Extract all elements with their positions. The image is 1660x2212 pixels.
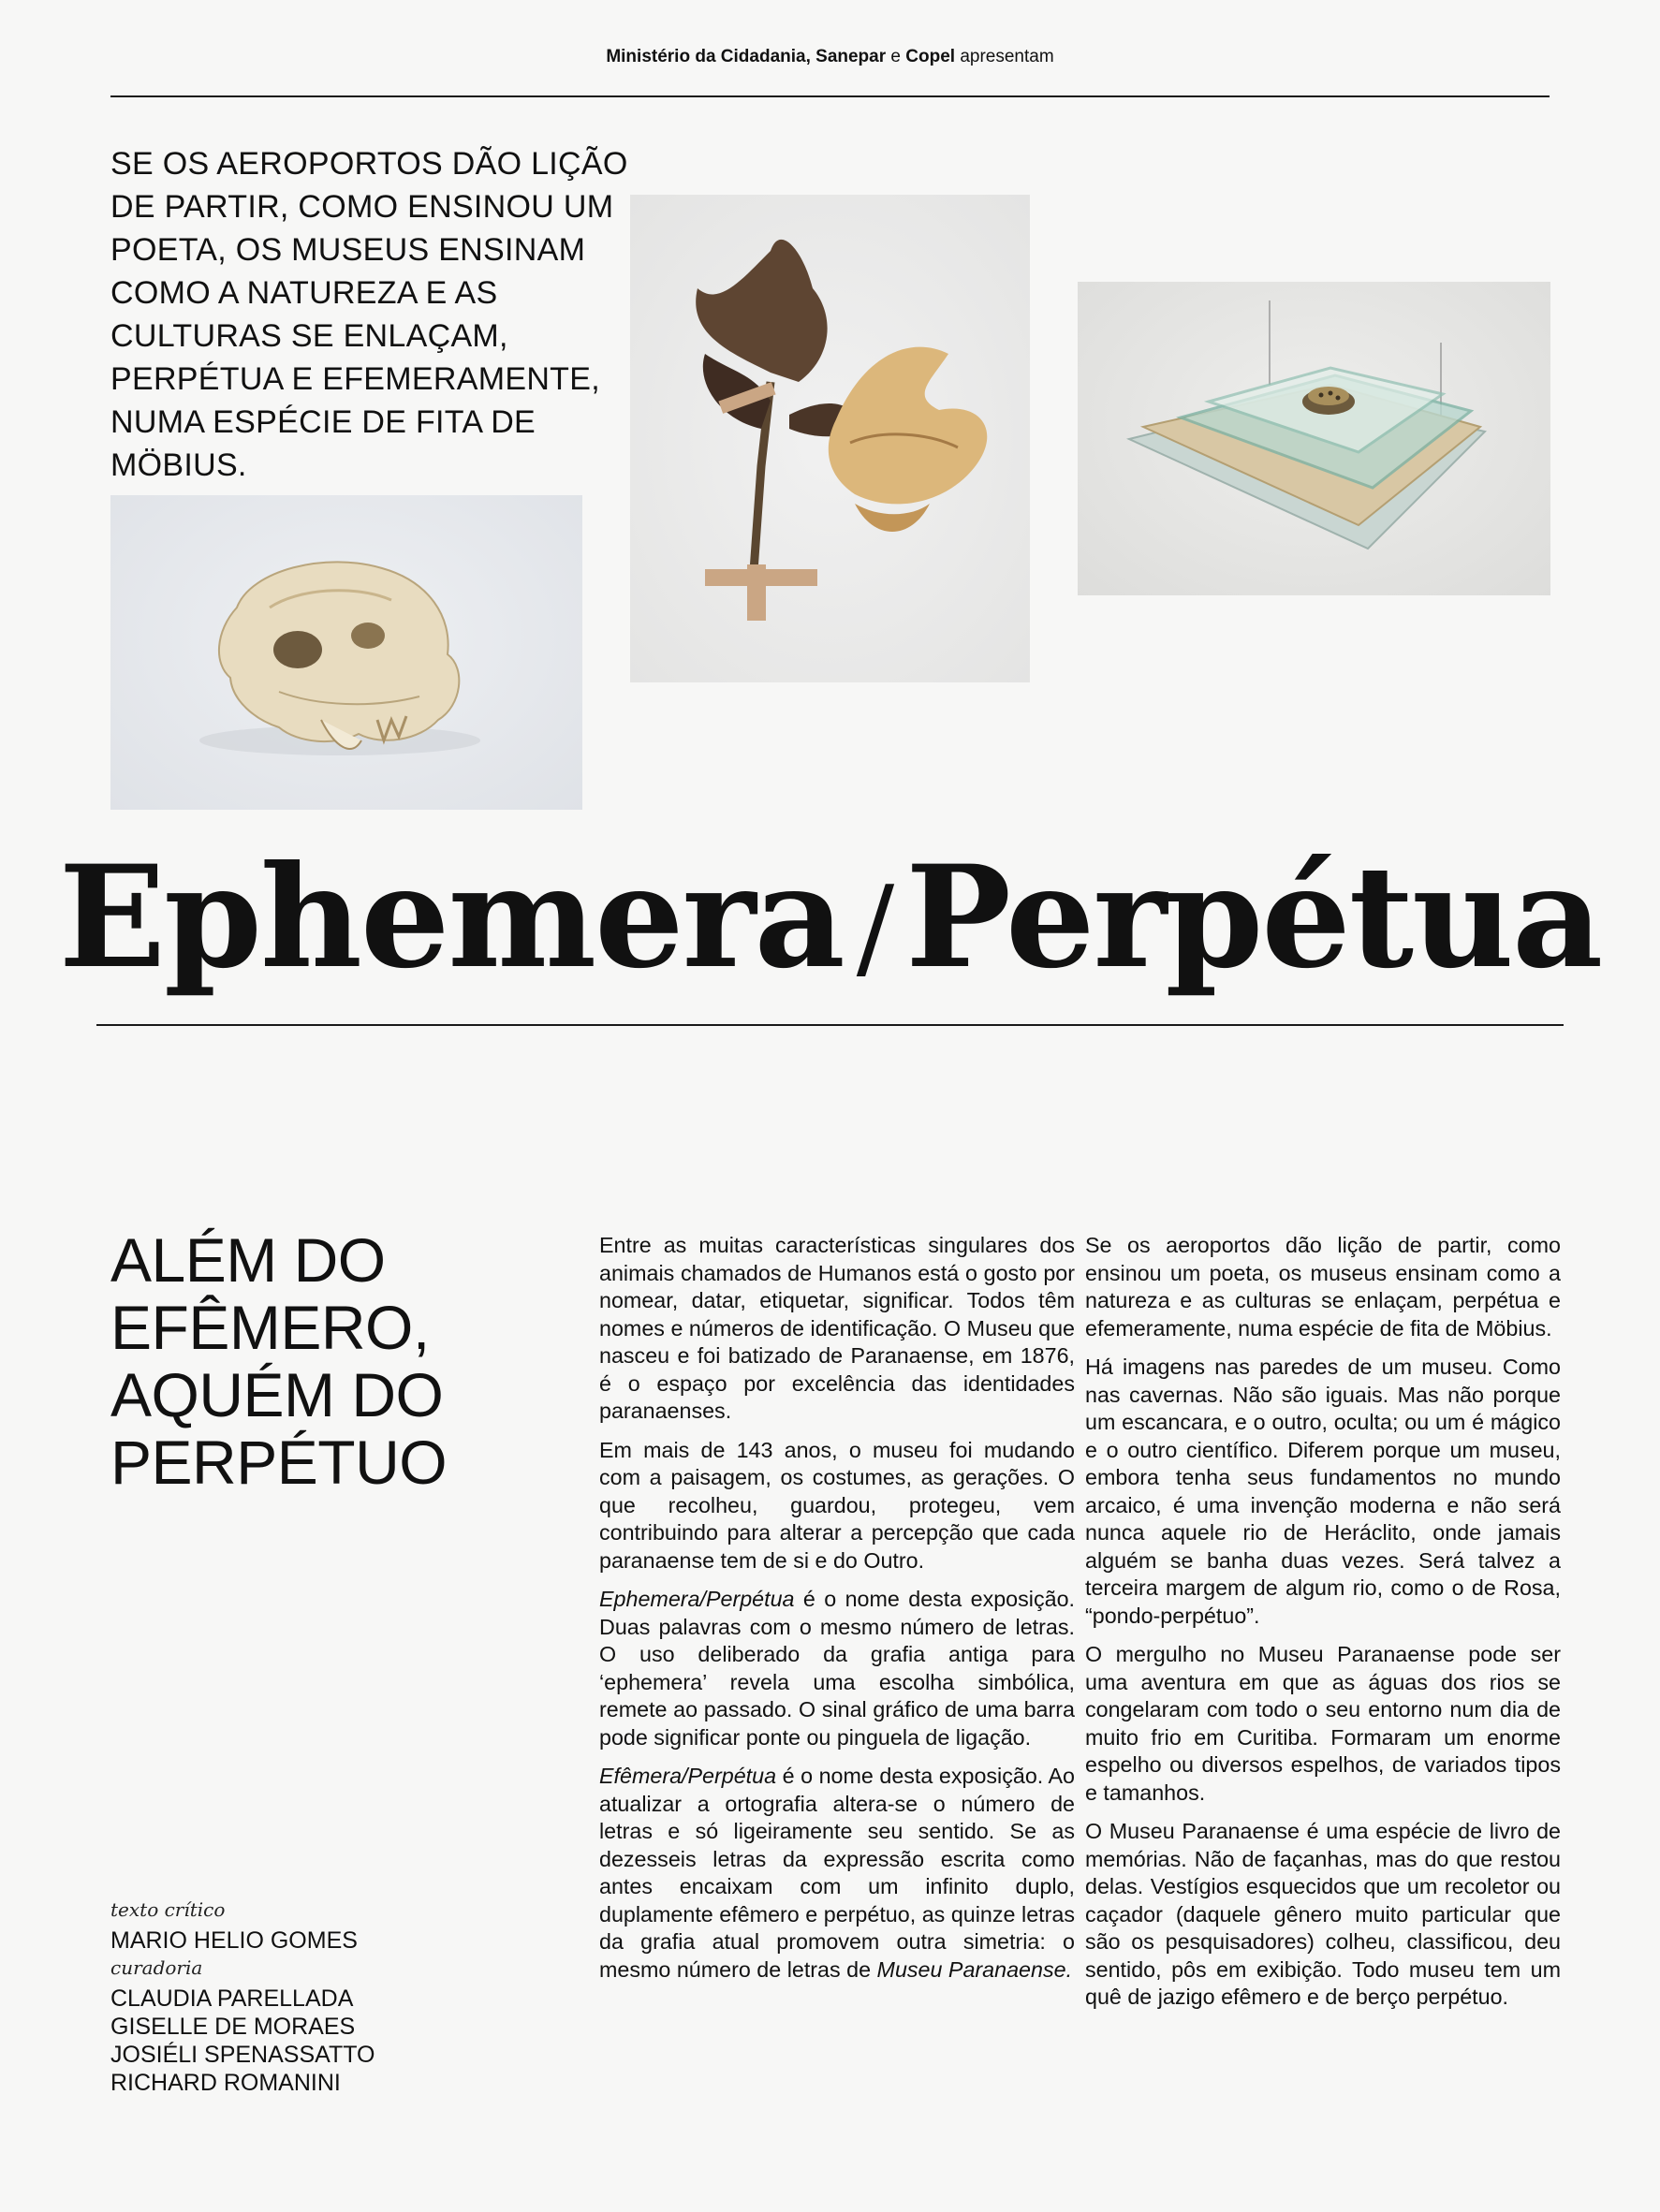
presenter-suffix: apresentam: [960, 47, 1054, 66]
body-paragraph: [599, 1763, 1075, 1984]
section-headline: ALÉM DO EFÊMERO, AQUÉM DO PERPÉTUO: [110, 1225, 448, 1497]
title-part-ephemera: Ephemera: [58, 835, 844, 1000]
curator-role-label: curadoria: [110, 1956, 203, 1979]
paragraph-text: é o nome desta exposição. Ao atualizar a ortografia altera-se o número de letras e só ligeiramente seu sentido. Se as dezesseis letras da expressão escrita como antes encaixam com um infinito duplo, duplamente efêmero e perpétuo, as quinze letras da grafia atual promovem outra simetria: o mesmo número de letras de: [599, 1764, 1075, 1982]
body-paragraph: O mergulho no Museu Paranaense pode ser uma aventura em que as águas dos rios se congelaram com todo o seu entorno num dia de muito frio em Curitiba. Formaram um enorme espelho ou diversos espelhos, de variados tipos e tamanhos.: [1085, 1642, 1561, 1805]
title-divider: [96, 1024, 1564, 1026]
curator-name: RICHARD ROMANINI: [110, 2070, 341, 2096]
intro-statement: SE OS AEROPORTOS DÃO LIÇÃO DE PARTIR, COMO ENSINOU UM POETA, OS MUSEUS ENSINAM COMO A NATUREZA E AS CULTURAS SE ENLAÇAM, PERPÉTUA E EFEMERAMENTE, NUMA ESPÉCIE DE FITA DE MÖBIUS.: [110, 146, 628, 483]
curator-name: JOSIÉLI SPENASSATTO: [110, 2042, 375, 2068]
body-paragraph: [599, 1586, 1075, 1751]
presenter-names: Ministério da Cidadania, Sanepar: [606, 47, 887, 66]
credits-block: [110, 1897, 504, 2097]
curator-name: GISELLE DE MORAES: [110, 2014, 356, 2040]
body-paragraph: Há imagens nas paredes de um museu. Como nas cavernas. Não são iguais. Mas não porque um escancara, e o outro, oculta; ou um é mágico e o outro científico. Diferem porque um museu, embora tenha seus fundamentos no mundo arcaico, é uma invenção moderna e não será nunca aquele rio de Heráclito, onde jamais alguém se banha duas vezes. Será talvez a terceira margem de algum rio, como o de Rosa, “pondo-perpétuo”.: [1085, 1355, 1561, 1628]
body-paragraph: Em mais de 143 anos, o museu foi mudando com a paisagem, os costumes, as gerações. O que recolheu, guardou, protegeu, vem contribuindo para alterar a percepção que cada paranaense tem de si e do Outro.: [599, 1437, 1075, 1573]
top-divider: [110, 95, 1550, 97]
skull-photo: [110, 495, 582, 810]
glass-object-photo: [1078, 282, 1550, 595]
presenters-line: [0, 47, 1660, 67]
presenter-name-copel: Copel: [905, 47, 956, 66]
skull-illustration: [110, 495, 582, 810]
body-paragraph: Se os aeroportos dão lição de partir, como ensinou um poeta, os museus ensinam como a natureza e as culturas se enlaçam, perpétua e efemeramente, numa espécie de fita de Möbius.: [1085, 1233, 1561, 1340]
exhibition-title: [0, 835, 1660, 1003]
pressed-flower-illustration: [630, 195, 1030, 682]
italic-term: Ephemera/Perpétua: [599, 1587, 795, 1611]
title-part-perpetua: Perpétua: [905, 835, 1602, 1000]
critic-name: MARIO HELIO GOMES: [110, 1927, 358, 1954]
body-paragraph: Entre as muitas características singulares dos animais chamados de Humanos está o gosto por nomear, datar, etiquetar, significar. Todos têm nomes e números de identificação. O Museu que nasceu e foi batizado de Paranaense, em 1876, é o espaço por excelência das identidades paranaenses.: [599, 1233, 1075, 1423]
title-slash: /: [856, 863, 893, 993]
presenter-connector: e: [890, 47, 901, 66]
body-paragraph: O Museu Paranaense é uma espécie de livro de memórias. Não de façanhas, mas do que restou delas. Vestígios esquecidos que um recoletor ou caçador (daquele gênero muito particular que são os pesquisadores) colheu, classificou, deu sentido, pôs em exibição. Todo museu tem um quê de jazigo efêmero e de berço perpétuo.: [1085, 1819, 1561, 2009]
italic-term: Efêmera/Perpétua: [599, 1764, 777, 1788]
curator-name: CLAUDIA PARELLADA: [110, 1985, 354, 2012]
body-column-left: [599, 1232, 1075, 1995]
critic-role-label: texto crítico: [110, 1898, 226, 1921]
paragraph-text: é o nome desta exposição. Duas palavras com o mesmo número de letras. O uso deliberado da grafia antiga para ‘ephemera’ revela uma escolha simbólica, remete ao passado. O sinal gráfico de uma barra pode significar ponte ou pinguela de ligação.: [599, 1587, 1075, 1750]
italic-term: Museu Paranaense.: [876, 1956, 1073, 1982]
body-column-right: [1085, 1232, 1561, 2023]
glass-object-illustration: [1078, 282, 1550, 595]
pressed-flower-photo: [630, 195, 1030, 682]
